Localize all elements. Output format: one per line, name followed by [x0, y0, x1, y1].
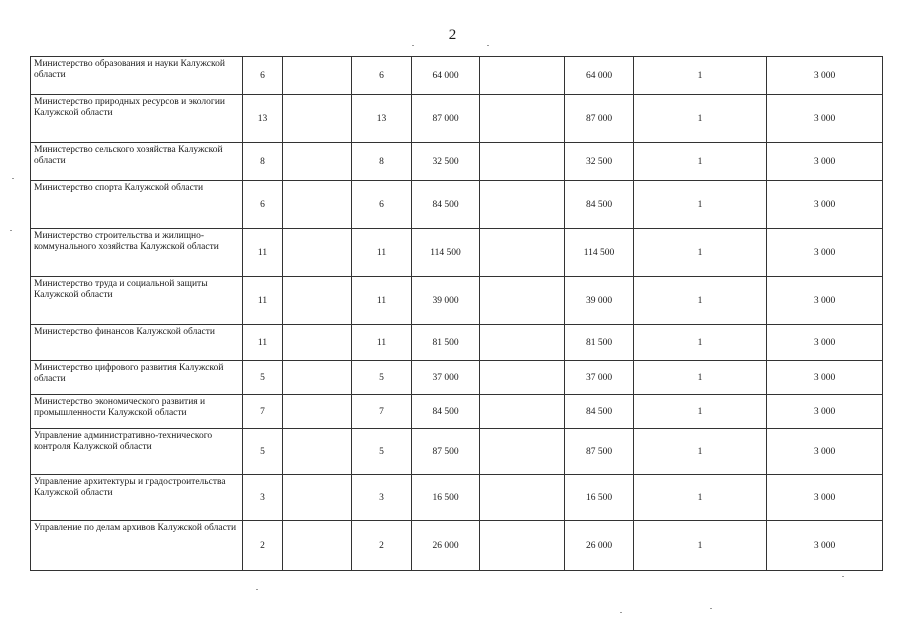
value-cell-c5: [480, 521, 565, 571]
value-cell-c4: 84 500: [412, 395, 480, 429]
value-cell-c6: 37 000: [565, 361, 634, 395]
value-cell-c7: 1: [634, 57, 767, 95]
table-row: [31, 475, 883, 521]
table-row: [31, 143, 883, 181]
value-cell-c6: 87 000: [565, 95, 634, 143]
value-cell-c1: 11: [243, 325, 283, 361]
value-cell-c1: 11: [243, 229, 283, 277]
value-cell-c3: 6: [352, 181, 412, 229]
scan-speck: [487, 45, 489, 46]
value-cell-c7: 1: [634, 95, 767, 143]
value-cell-c2: [283, 229, 352, 277]
value-cell-c5: [480, 361, 565, 395]
table-row: [31, 229, 883, 277]
value-cell-c8: 3 000: [767, 277, 883, 325]
value-cell-c8: 3 000: [767, 181, 883, 229]
value-cell-c6: 114 500: [565, 229, 634, 277]
value-cell-c5: [480, 395, 565, 429]
value-cell-c7: 1: [634, 475, 767, 521]
value-cell-c7: 1: [634, 181, 767, 229]
table-row: [31, 95, 883, 143]
scan-speck: [412, 45, 414, 46]
value-cell-c1: 5: [243, 361, 283, 395]
value-cell-c6: 87 500: [565, 429, 634, 475]
value-cell-c3: 11: [352, 229, 412, 277]
table-row: [31, 395, 883, 429]
value-cell-c4: 26 000: [412, 521, 480, 571]
value-cell-c3: 13: [352, 95, 412, 143]
value-cell-c5: [480, 229, 565, 277]
value-cell-c6: 26 000: [565, 521, 634, 571]
scan-speck: [842, 576, 844, 577]
value-cell-c2: [283, 277, 352, 325]
value-cell-c8: 3 000: [767, 395, 883, 429]
value-cell-c4: 84 500: [412, 181, 480, 229]
value-cell-c2: [283, 95, 352, 143]
scan-speck: [256, 589, 258, 590]
value-cell-c1: 3: [243, 475, 283, 521]
value-cell-c2: [283, 325, 352, 361]
value-cell-c1: 6: [243, 57, 283, 95]
value-cell-c1: 11: [243, 277, 283, 325]
value-cell-c5: [480, 143, 565, 181]
value-cell-c4: 64 000: [412, 57, 480, 95]
scan-speck: [710, 608, 712, 609]
value-cell-c1: 13: [243, 95, 283, 143]
value-cell-c1: 7: [243, 395, 283, 429]
value-cell-c7: 1: [634, 361, 767, 395]
value-cell-c4: 39 000: [412, 277, 480, 325]
value-cell-c4: 32 500: [412, 143, 480, 181]
table-row: [31, 429, 883, 475]
value-cell-c6: 16 500: [565, 475, 634, 521]
value-cell-c6: 84 500: [565, 181, 634, 229]
value-cell-c1: 6: [243, 181, 283, 229]
value-cell-c5: [480, 277, 565, 325]
table-row: [31, 361, 883, 395]
value-cell-c6: 84 500: [565, 395, 634, 429]
value-cell-c6: 39 000: [565, 277, 634, 325]
value-cell-c2: [283, 57, 352, 95]
value-cell-c5: [480, 57, 565, 95]
value-cell-c3: 8: [352, 143, 412, 181]
value-cell-c8: 3 000: [767, 429, 883, 475]
table-row: [31, 521, 883, 571]
organization-name-cell: Управление административно-технического контроля Калужской области: [31, 429, 243, 475]
value-cell-c8: 3 000: [767, 325, 883, 361]
value-cell-c2: [283, 475, 352, 521]
value-cell-c2: [283, 143, 352, 181]
value-cell-c8: 3 000: [767, 475, 883, 521]
value-cell-c2: [283, 395, 352, 429]
value-cell-c4: 16 500: [412, 475, 480, 521]
value-cell-c2: [283, 521, 352, 571]
page-number: 2: [448, 27, 457, 43]
organization-name-cell: Министерство цифрового развития Калужской области: [31, 361, 243, 395]
organization-name-cell: Управление по делам архивов Калужской области: [31, 521, 243, 571]
value-cell-c8: 3 000: [767, 57, 883, 95]
organization-name-cell: Министерство финансов Калужской области: [31, 325, 243, 361]
value-cell-c7: 1: [634, 229, 767, 277]
value-cell-c6: 32 500: [565, 143, 634, 181]
table-row: [31, 181, 883, 229]
value-cell-c3: 3: [352, 475, 412, 521]
staff-funding-table: [30, 56, 883, 571]
value-cell-c7: 1: [634, 395, 767, 429]
table-body: [31, 57, 883, 571]
value-cell-c5: [480, 429, 565, 475]
table-row: [31, 325, 883, 361]
organization-name-cell: Министерство строительства и жилищно-коммунального хозяйства Калужской области: [31, 229, 243, 277]
value-cell-c3: 5: [352, 429, 412, 475]
value-cell-c2: [283, 361, 352, 395]
value-cell-c4: 114 500: [412, 229, 480, 277]
value-cell-c4: 87 000: [412, 95, 480, 143]
value-cell-c8: 3 000: [767, 143, 883, 181]
value-cell-c3: 2: [352, 521, 412, 571]
value-cell-c8: 3 000: [767, 95, 883, 143]
value-cell-c4: 37 000: [412, 361, 480, 395]
table-row: [31, 57, 883, 95]
value-cell-c7: 1: [634, 143, 767, 181]
value-cell-c2: [283, 181, 352, 229]
value-cell-c8: 3 000: [767, 521, 883, 571]
organization-name-cell: Министерство образования и науки Калужской области: [31, 57, 243, 95]
organization-name-cell: Министерство труда и социальной защиты Калужской области: [31, 277, 243, 325]
value-cell-c7: 1: [634, 325, 767, 361]
value-cell-c8: 3 000: [767, 229, 883, 277]
value-cell-c3: 6: [352, 57, 412, 95]
table-row: [31, 277, 883, 325]
organization-name-cell: Управление архитектуры и градостроительства Калужской области: [31, 475, 243, 521]
value-cell-c5: [480, 95, 565, 143]
value-cell-c7: 1: [634, 521, 767, 571]
value-cell-c3: 5: [352, 361, 412, 395]
scan-speck: [620, 612, 622, 613]
value-cell-c4: 81 500: [412, 325, 480, 361]
value-cell-c2: [283, 429, 352, 475]
value-cell-c6: 81 500: [565, 325, 634, 361]
value-cell-c5: [480, 181, 565, 229]
scan-speck: [10, 230, 12, 231]
value-cell-c1: 8: [243, 143, 283, 181]
organization-name-cell: Министерство природных ресурсов и экологии Калужской области: [31, 95, 243, 143]
value-cell-c1: 5: [243, 429, 283, 475]
value-cell-c1: 2: [243, 521, 283, 571]
value-cell-c8: 3 000: [767, 361, 883, 395]
organization-name-cell: Министерство сельского хозяйства Калужской области: [31, 143, 243, 181]
value-cell-c7: 1: [634, 277, 767, 325]
organization-name-cell: Министерство спорта Калужской области: [31, 181, 243, 229]
scan-speck: [12, 178, 14, 179]
value-cell-c5: [480, 475, 565, 521]
value-cell-c3: 7: [352, 395, 412, 429]
value-cell-c7: 1: [634, 429, 767, 475]
value-cell-c3: 11: [352, 277, 412, 325]
value-cell-c3: 11: [352, 325, 412, 361]
value-cell-c4: 87 500: [412, 429, 480, 475]
value-cell-c5: [480, 325, 565, 361]
organization-name-cell: Министерство экономического развития и промышленности Калужской области: [31, 395, 243, 429]
value-cell-c6: 64 000: [565, 57, 634, 95]
